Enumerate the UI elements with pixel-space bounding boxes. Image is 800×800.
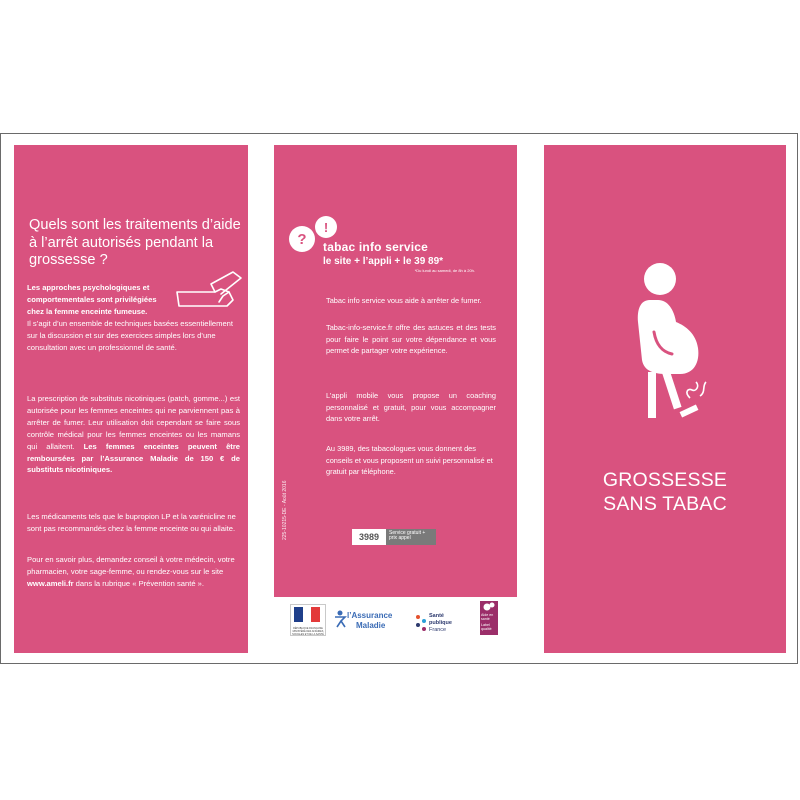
document-reference: 225-10215-DE - Août 2016: [282, 480, 288, 540]
substitutes-text: La prescription de substituts nicotiniques (patch, gomme...) est autorisée pour les femmes enceintes qui ne parviennent pas à arrêter de fumer. Leur utilisation doit cependant se faire sous contrôle médical pour les femmes enceintes ou les mamans qui allaitent.: [27, 394, 240, 451]
panel-cover: [544, 145, 786, 653]
reimbursement-text: Les femmes enceintes peuvent être remboursées par l’Assurance Maladie de 150 € de substituts nicotiniques.: [27, 441, 240, 475]
more-info-text: Pour en savoir plus, demandez conseil à votre médecin, votre pharmacien, votre sage-femme, ou rendez-vous sur le site: [27, 555, 235, 576]
label-line-3: Label: [481, 623, 490, 627]
spf-line-1: Santé: [429, 613, 444, 619]
maladie-text: Maladie: [356, 621, 386, 630]
service-paragraph-4: Au 3989, des tabacologues vous donnent des conseils et vous proposent un suivi personnalisé et gratuit par téléphone.: [326, 444, 493, 476]
panel-treatments: [14, 145, 248, 653]
republique-francaise-logo: [290, 604, 326, 636]
label-line-4: qualité: [481, 627, 492, 631]
sante-publique-france-logo: [414, 607, 464, 639]
phone-badge[interactable]: [352, 529, 436, 545]
intro-bold: Les approches psychologiques et comportementales sont privilégiées chez la femme enceinte fumeuse.: [27, 283, 157, 316]
service-paragraph-2: Tabac-info-service.fr offre des astuces et des tests pour faire le point sur votre dépendance et vous permet de partager votre expérience.: [326, 323, 496, 355]
intro-text: Il s’agit d’un ensemble de techniques basées essentiellement sur la discussion et sur des exercices simples lors d’une consultation avec un professionnel de santé.: [27, 318, 234, 352]
spf-line-2: publique: [429, 620, 452, 626]
ameli-link[interactable]: www.ameli.fr: [27, 578, 74, 588]
intro-paragraph: [27, 282, 240, 353]
partner-logos: [0, 597, 800, 642]
service-paragraph-3: L’appli mobile vous propose un coaching personnalisé et gratuit, pour vous accompagner dans votre arrêt.: [326, 391, 496, 423]
label-line-2: santé: [481, 617, 490, 621]
assurance-maladie-icon: [334, 610, 348, 628]
dots-icon: [414, 613, 428, 633]
spf-line-3: France: [429, 627, 447, 633]
ministry-text: RÉPUBLIQUE FRANÇAISE MINISTÈRE DES AFFAIRES SOCIALES ET DE LA SANTÉ: [292, 627, 324, 636]
service-name: tabac info service: [323, 240, 428, 254]
label-question-icon: [483, 602, 495, 611]
panel-tabac-info-service: [274, 145, 517, 597]
phone-number: 3989: [352, 529, 386, 545]
service-paragraph-1: Tabac info service vous aide à arrêter de fumer.: [326, 296, 482, 305]
assurance-text: l’Assurance: [347, 611, 393, 620]
assurance-maladie-logo: [334, 608, 404, 636]
french-flag-icon: [294, 607, 320, 622]
pregnant-woman-icon: [634, 260, 724, 440]
phone-pricing-label: Service gratuit + prix appel: [386, 529, 436, 545]
more-info-paragraph: [27, 554, 240, 590]
more-info-text-end: dans la rubrique « Prévention santé ».: [73, 578, 205, 588]
service-hours-note: *Du lundi au samedi, de 8h à 20h.: [414, 268, 475, 273]
treatments-title: Quels sont les traitements d’aide à l’arrêt autorisés pendant la grossesse ?: [29, 217, 241, 268]
service-subtitle: le site + l’appli + le 39 89*: [323, 256, 444, 267]
svg-text:?: ?: [297, 231, 307, 248]
aide-en-sante-label-logo: [480, 601, 498, 635]
label-line-1: Aide en: [481, 613, 494, 617]
cover-headline-line-1: GROSSESSE: [602, 469, 728, 491]
substitutes-paragraph: [27, 393, 240, 476]
medication-paragraph: Les médicaments tels que le bupropion LP et la varénicline ne sont pas recommandés chez la femme enceinte ou qui allaite.: [27, 512, 236, 533]
svg-text:!: !: [323, 220, 329, 235]
cover-headline-line-2: SANS TABAC: [603, 493, 727, 515]
